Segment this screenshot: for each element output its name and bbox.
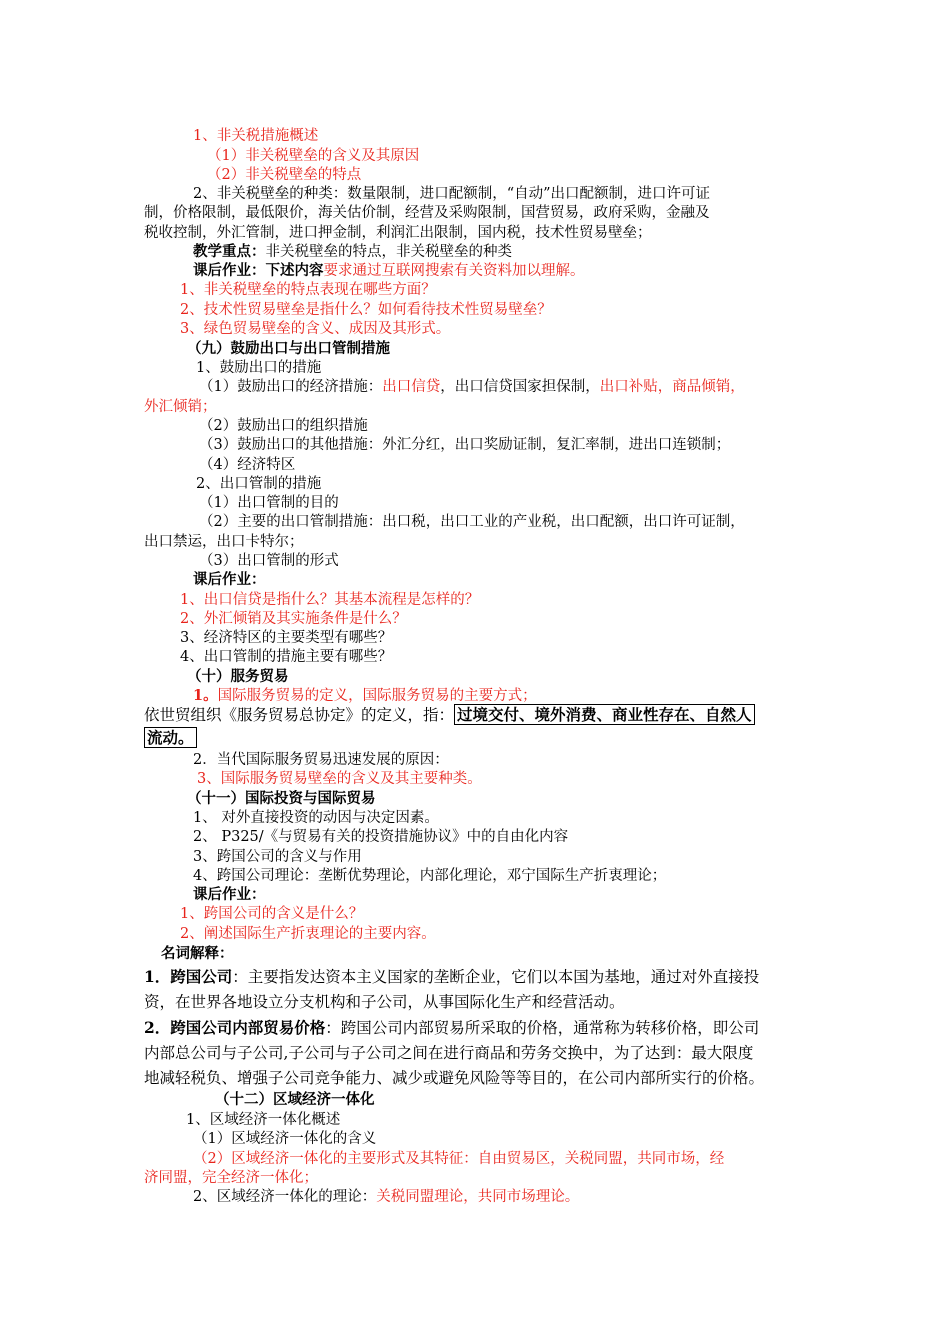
item-mixed <box>193 1187 579 1207</box>
paragraph-line: 税收控制，外汇管制，进口押金制，利润汇出限制，国内税，技术性贸易壁垒； <box>144 225 652 241</box>
subitem: （1）非关税壁垒的含义及其原因 <box>207 148 420 164</box>
homework-label: 课后作业： <box>193 886 266 903</box>
question: 2、技术性贸易壁垒是指什么？如何看待技术性贸易壁垒？ <box>180 302 552 318</box>
text: ，出口信贷国家担保制， <box>440 379 600 395</box>
text: 依世贸组织《服务贸易总协定》的定义，指： <box>144 706 455 724</box>
paragraph-line: 制，价格限制，最低限价，海关估价制，经营及采购限制，国营贸易，政府采购，金融及 <box>144 205 710 221</box>
paragraph-line: 出口禁运，出口卡特尔； <box>144 534 304 550</box>
subitem: （3）出口管制的形式 <box>199 553 339 569</box>
homework-label: 课后作业： <box>193 571 266 588</box>
subitem: （3）鼓励出口的其他措施：外汇分红，出口奖励证制，复汇率制，进出口连锁制； <box>199 437 731 453</box>
subitem: （1）区域经济一体化的含义 <box>193 1131 377 1147</box>
highlight-text: 济同盟，完全经济一体化； <box>144 1170 318 1186</box>
item: 1、 对外直接投资的动因与决定因素。 <box>193 810 439 826</box>
subitem-mixed <box>199 377 745 397</box>
heading-nontariff-overview: 1、非关税措施概述 <box>193 128 319 144</box>
question: 4、出口管制的措施主要有哪些？ <box>180 649 393 665</box>
glossary-term <box>144 966 759 988</box>
question: 1、出口信贷是指什么？其基本流程是怎样的？ <box>180 592 480 608</box>
subitem: （2）主要的出口管制措施：出口税，出口工业的产业税，出口配额，出口许可证制， <box>199 514 745 530</box>
highlight-text: 出口补贴，商品倾销， <box>599 379 745 395</box>
paragraph-line: 资，在世界各地设立分支机构和子公司，从事国际化生产和经营活动。 <box>144 993 625 1011</box>
number: 1。 <box>193 687 218 704</box>
question: 2、外汇倾销及其实施条件是什么？ <box>180 611 407 627</box>
highlight-text: 出口信贷 <box>382 379 441 395</box>
label: 教学重点： <box>193 243 266 260</box>
term: 1．跨国公司 <box>144 967 233 986</box>
text: 2、区域经济一体化的理论： <box>193 1189 377 1205</box>
subitem-highlight: （2）区域经济一体化的主要形式及其特征：自由贸易区，关税同盟，共同市场，经 <box>193 1151 725 1167</box>
boxed-text: 过境交付、境外消费、商业性存在、自然人 <box>454 704 755 725</box>
glossary-heading: 名词解释： <box>161 945 234 962</box>
glossary-term <box>144 1017 759 1039</box>
paragraph-line <box>144 727 197 749</box>
question: 3、绿色贸易壁垒的含义、成因及其形式。 <box>180 321 451 337</box>
subitem: （1）出口管制的目的 <box>199 495 339 511</box>
item: 2．当代国际服务贸易迅速发展的原因： <box>193 752 449 768</box>
boxed-text: 流动。 <box>144 727 197 748</box>
highlight-text: 外汇倾销； <box>144 399 217 415</box>
question: 2、阐述国际生产折衷理论的主要内容。 <box>180 926 436 942</box>
item-highlight: 3、国际服务贸易壁垒的含义及其主要种类。 <box>197 771 482 787</box>
section-heading: （九）鼓励出口与出口管制措施 <box>187 340 390 357</box>
subitem: （2）鼓励出口的组织措施 <box>199 418 368 434</box>
paragraph-line <box>144 704 755 726</box>
paragraph-line: 2、非关税壁垒的种类：数量限制，进口配额制，“自动”出口配额制，进口许可证 <box>193 186 711 202</box>
label: 课后作业： <box>193 262 266 279</box>
item: 1、鼓励出口的措施 <box>196 360 322 376</box>
term: 2．跨国公司内部贸易价格 <box>144 1018 326 1037</box>
question: 3、经济特区的主要类型有哪些？ <box>180 630 393 646</box>
definition: ：跨国公司内部贸易所采取的价格，通常称为转移价格，即公司 <box>325 1019 760 1037</box>
item: 1、区域经济一体化概述 <box>186 1112 341 1128</box>
item: 4、跨国公司理论：垄断优势理论，内部化理论，邓宁国际生产折衷理论； <box>193 868 667 884</box>
section-heading: （十一）国际投资与国际贸易 <box>187 790 376 807</box>
text: 非关税壁垒的特点，非关税壁垒的种类 <box>265 244 512 260</box>
item: 2、 P325/《与贸易有关的投资措施协议》中的自由化内容 <box>193 829 569 845</box>
text: 国际服务贸易的定义，国际服务贸易的主要方式； <box>217 688 537 704</box>
highlight-text: 要求通过互联网搜索有关资料加以理解。 <box>323 263 585 279</box>
text: （1）鼓励出口的经济措施： <box>199 379 383 395</box>
paragraph-line: 地减轻税负、增强子公司竞争能力、减少或避免风险等等目的，在公司内部所实行的价格。 <box>144 1069 765 1087</box>
item: 3、跨国公司的含义与作用 <box>193 849 362 865</box>
question: 1、非关税壁垒的特点表现在哪些方面？ <box>180 282 436 298</box>
text: 下述内容 <box>265 262 324 279</box>
homework-line <box>193 261 585 281</box>
section-heading: （十二）区域经济一体化 <box>215 1091 375 1108</box>
definition: ：主要指发达资本主义国家的垄断企业，它们以本国为基地，通过对外直接投 <box>232 968 760 986</box>
question: 1、跨国公司的含义是什么？ <box>180 906 364 922</box>
highlight-text: 关税同盟理论，共同市场理论。 <box>376 1189 580 1205</box>
subitem: （2）非关税壁垒的特点 <box>207 167 362 183</box>
item: 2、出口管制的措施 <box>196 476 322 492</box>
subitem: （4）经济特区 <box>199 457 296 473</box>
item-highlight <box>193 686 537 706</box>
teaching-focus <box>193 242 512 262</box>
paragraph-line: 内部总公司与子公司,子公司与子公司之间在进行商品和劳务交换中，为了达到：最大限度 <box>144 1044 754 1062</box>
section-heading: （十）服务贸易 <box>187 668 289 685</box>
